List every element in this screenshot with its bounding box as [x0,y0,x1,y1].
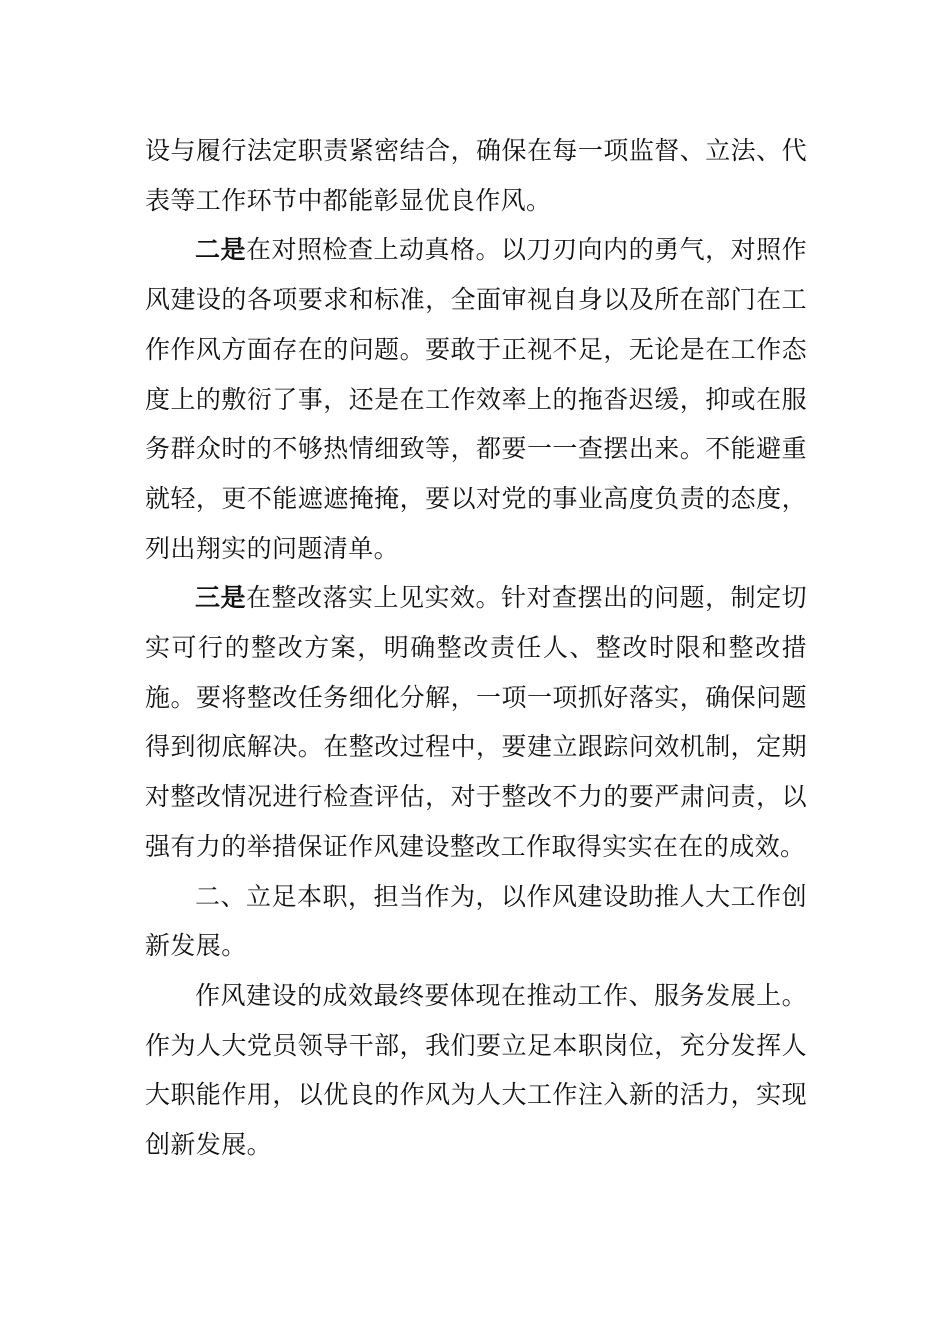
section-heading [145,872,807,971]
paragraph-point-three [145,573,807,871]
paragraph-text: 在对照检查上动真格。以刀刃向内的勇气，对照作风建设的各项要求和标准，全面审视自身以及所在部门在工作作风方面存在的问题。要敢于正视不足，无论是在工作态度上的敷衍了事，还是在工作效率上的拖沓迟缓，抑或在服务群众时的不够热情细致等，都要一一查摆出来。不能避重就轻，更不能遮遮掩掩，要以对党的事业高度负责的态度，列出翔实的问题清单。 [145,235,807,563]
paragraph-continuation [145,126,807,225]
paragraph-lead: 二是 [195,235,247,265]
section-heading-text: 二、立足本职，担当作为，以作风建设助推人大工作创新发展。 [145,881,807,961]
paragraph-text: 在整改落实上见实效。针对查摆出的问题，制定切实可行的整改方案，明确整改责任人、整改时限和整改措施。要将整改任务细化分解，一项一项抓好落实，确保问题得到彻底解决。在整改过程中，要建立跟踪问效机制，定期对整改情况进行检查评估，对于整改不力的要严肃问责，以强有力的举措保证作风建设整改工作取得实实在在的成效。 [145,583,807,861]
paragraph-text: 设与履行法定职责紧密结合，确保在每一项监督、立法、代表等工作环节中都能彰显优良作风。 [145,136,807,215]
paragraph-point-two [145,225,807,573]
paragraph-text: 作风建设的成效最终要体现在推动工作、服务发展上。作为人大党员领导干部，我们要立足本职岗位，充分发挥人大职能作用，以优良的作风为人大工作注入新的活力，实现创新发展。 [145,980,807,1160]
document-body [145,126,807,1170]
paragraph-lead: 三是 [195,583,247,613]
paragraph-section-intro [145,971,807,1170]
